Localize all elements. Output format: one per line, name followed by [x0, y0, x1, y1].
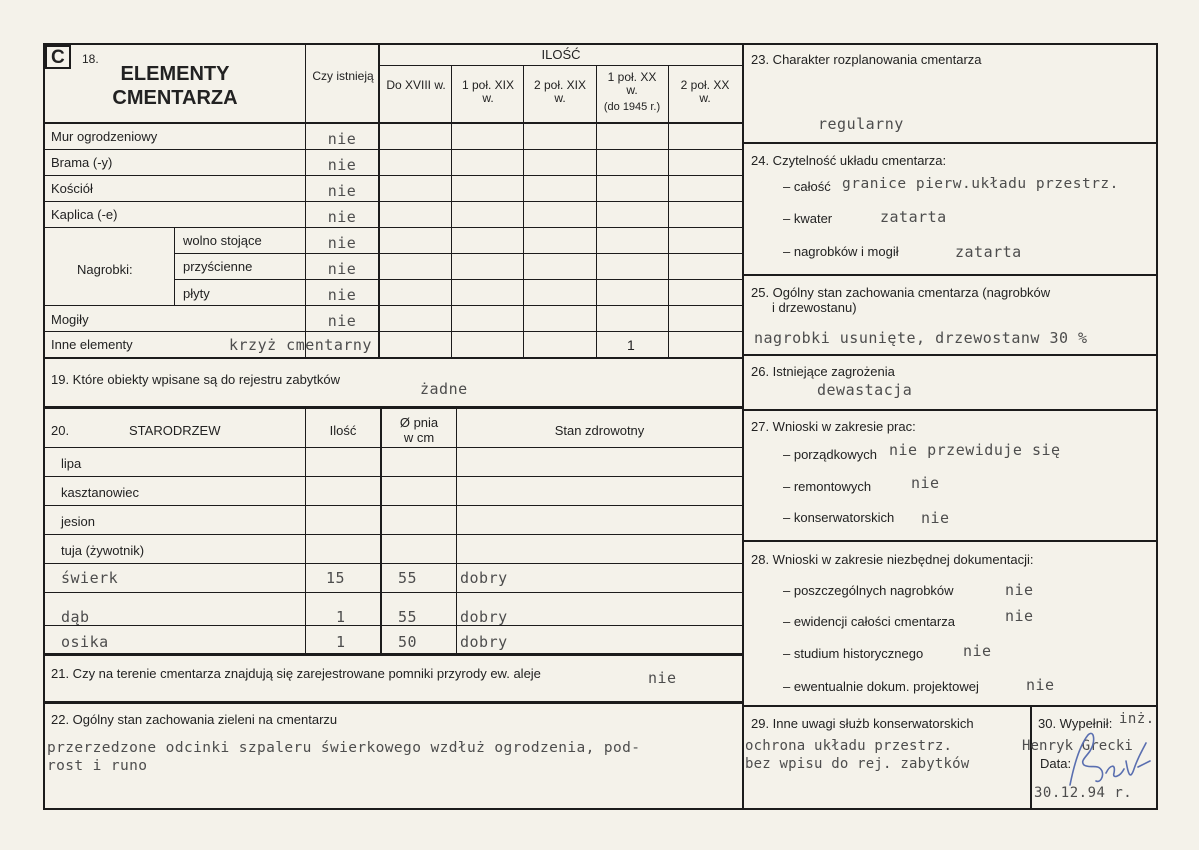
col-health-header: Stan zdrowotny: [554, 423, 645, 438]
section-29-label: 29. Inne uwagi służb konserwatorskich: [751, 716, 974, 731]
col-diameter-header-2: w cm: [403, 430, 435, 445]
section-20-number: 20.: [51, 423, 70, 438]
section-letter: C: [51, 47, 65, 68]
section-29-line1: ochrona układu przestrz.: [745, 738, 953, 754]
section-18-title-line2: CMENTARZA: [112, 87, 238, 109]
tree-diameter-osika: 50: [398, 633, 418, 651]
exists-value-wolno-stojace: nie: [327, 234, 357, 252]
tree-diameter-swierk: 55: [398, 569, 418, 587]
exists-value-mur: nie: [327, 130, 357, 148]
section-28-item-1-label: – poszczególnych nagrobków: [783, 583, 954, 598]
section-27-item-1-value: nie przewiduje się: [889, 441, 1061, 459]
section-letter-box: [45, 45, 71, 69]
section-28-item-4-value: nie: [1026, 676, 1055, 694]
section-27-item-3-label: – konserwatorskich: [783, 510, 894, 525]
other-elements-value: krzyż cmentarny: [229, 336, 372, 354]
quantity-header: ILOŚĆ: [541, 47, 581, 62]
period-header-2: 1 poł. XIX w.: [461, 78, 515, 105]
nagrobki-label: Nagrobki:: [77, 262, 133, 277]
section-24-quarters-value: zatarta: [880, 208, 947, 226]
row-label-kosciol: Kościół: [51, 181, 93, 196]
section-18-title-line1: ELEMENTY: [120, 63, 230, 85]
tree-row-jesion: jesion: [61, 514, 95, 529]
row-label-kaplica: Kaplica (-e): [51, 207, 118, 222]
period-header-4-note: (do 1945 r.): [603, 101, 661, 113]
section-30-date-value: 30.12.94 r.: [1034, 785, 1133, 801]
tree-health-osika: dobry: [460, 633, 508, 651]
section-22-line2: rost i runo: [47, 758, 148, 774]
section-19-value: żadne: [420, 380, 468, 398]
other-elements-1945-count: 1: [627, 337, 635, 353]
section-25-value: nagrobki usunięte, drzewostanw 30 %: [754, 329, 1088, 347]
section-27-label: 27. Wnioski w zakresie prac:: [751, 419, 916, 434]
col-qty-header: Ilość: [329, 423, 357, 438]
section-28-item-1-value: nie: [1005, 581, 1034, 599]
section-24-quarters-label: – kwater: [783, 211, 832, 226]
section-24-whole-label: – całość: [783, 179, 831, 194]
row-label-mur: Mur ogrodzeniowy: [51, 129, 158, 144]
section-22-label: 22. Ogólny stan zachowania zieleni na cmentarzu: [51, 712, 338, 727]
tree-row-lipa: lipa: [61, 456, 82, 471]
tree-row-kasztanowiec: kasztanowiec: [61, 485, 140, 500]
section-26-value: dewastacja: [817, 381, 913, 399]
section-30-label: 30. Wypełnił:: [1038, 716, 1113, 731]
section-30-filled-by-2: Henryk Grecki: [1022, 738, 1133, 754]
section-24-graves-value: zatarta: [955, 243, 1022, 261]
signature: [1050, 725, 1154, 795]
col-exists-header: Czy istnieją: [312, 69, 374, 83]
section-18-title: [75, 62, 275, 110]
tree-species-dab: dąb: [61, 608, 90, 626]
exists-value-kaplica: nie: [327, 208, 357, 226]
section-28-label: 28. Wnioski w zakresie niezbędnej dokumentacji:: [751, 552, 1034, 567]
row-label-wolno-stojace: wolno stojące: [183, 233, 262, 248]
section-25-label-2: i drzewostanu): [772, 300, 857, 315]
row-label-mogily: Mogiły: [51, 312, 89, 327]
section-23-value: regularny: [818, 115, 904, 133]
section-24-whole-value: granice pierw.układu przestrz.: [842, 176, 1119, 192]
section-28-item-2-value: nie: [1005, 607, 1034, 625]
period-header-3: 2 poł. XIX w.: [533, 78, 587, 105]
exists-value-przyscienne: nie: [327, 260, 357, 278]
section-24-label: 24. Czytelność układu cmentarza:: [751, 153, 947, 168]
section-25-label-1: 25. Ogólny stan zachowania cmentarza (nagrobków: [751, 285, 1051, 300]
row-label-brama: Brama (-y): [51, 155, 113, 170]
period-header-4: 1 poł. XX w.: [607, 70, 657, 97]
row-label-inne: Inne elementy: [51, 337, 133, 352]
section-30-filled-by-1: inż.: [1119, 711, 1155, 727]
section-28-item-3-label: – studium historycznego: [783, 646, 923, 661]
section-20-title: STARODRZEW: [129, 423, 221, 438]
section-18-number: 18.: [82, 52, 99, 66]
tree-species-swierk: świerk: [61, 569, 119, 587]
section-27-item-3-value: nie: [921, 509, 950, 527]
section-24-graves-label: – nagrobków i mogił: [783, 244, 899, 259]
exists-value-brama: nie: [327, 156, 357, 174]
exists-value-kosciol: nie: [327, 182, 357, 200]
exists-value-mogily: nie: [327, 312, 357, 330]
section-21-label: 21. Czy na terenie cmentarza znajdują się zarejestrowane pomniki przyrody ew. aleje: [51, 666, 541, 681]
section-19-label: 19. Które obiekty wpisane są do rejestru zabytków: [51, 372, 341, 387]
period-header-5: 2 poł. XX w.: [680, 78, 730, 105]
section-29-line2: bez wpisu do rej. zabytków: [745, 756, 970, 772]
section-27-item-2-label: – remontowych: [783, 479, 871, 494]
col-diameter-header-1: Ø pnia: [399, 415, 439, 430]
tree-health-dab: dobry: [460, 608, 508, 626]
tree-qty-swierk: 15: [326, 569, 346, 587]
row-label-plyty: płyty: [183, 286, 210, 301]
section-26-label: 26. Istniejące zagrożenia: [751, 364, 895, 379]
section-27-item-1-label: – porządkowych: [783, 447, 877, 462]
tree-diameter-dab: 55: [398, 608, 418, 626]
section-30-date-label: Data:: [1040, 756, 1072, 771]
tree-row-tuja: tuja (żywotnik): [61, 543, 145, 558]
exists-value-plyty: nie: [327, 286, 357, 304]
section-28-item-3-value: nie: [963, 642, 992, 660]
row-label-przyscienne: przyścienne: [183, 259, 253, 274]
section-21-value: nie: [648, 669, 677, 687]
section-22-line1: przerzedzone odcinki szpaleru świerkowego wzdłuż ogrodzenia, pod-: [47, 740, 641, 756]
section-28-item-4-label: – ewentualnie dokum. projektowej: [783, 679, 979, 694]
tree-health-swierk: dobry: [460, 569, 508, 587]
section-27-item-2-value: nie: [911, 474, 940, 492]
tree-qty-osika: 1: [336, 633, 346, 651]
tree-species-osika: osika: [61, 633, 109, 651]
section-28-item-2-label: – ewidencji całości cmentarza: [783, 614, 955, 629]
tree-qty-dab: 1: [336, 608, 346, 626]
section-23-label: 23. Charakter rozplanowania cmentarza: [751, 52, 982, 67]
period-header-1: Do XVIII w.: [386, 78, 446, 92]
